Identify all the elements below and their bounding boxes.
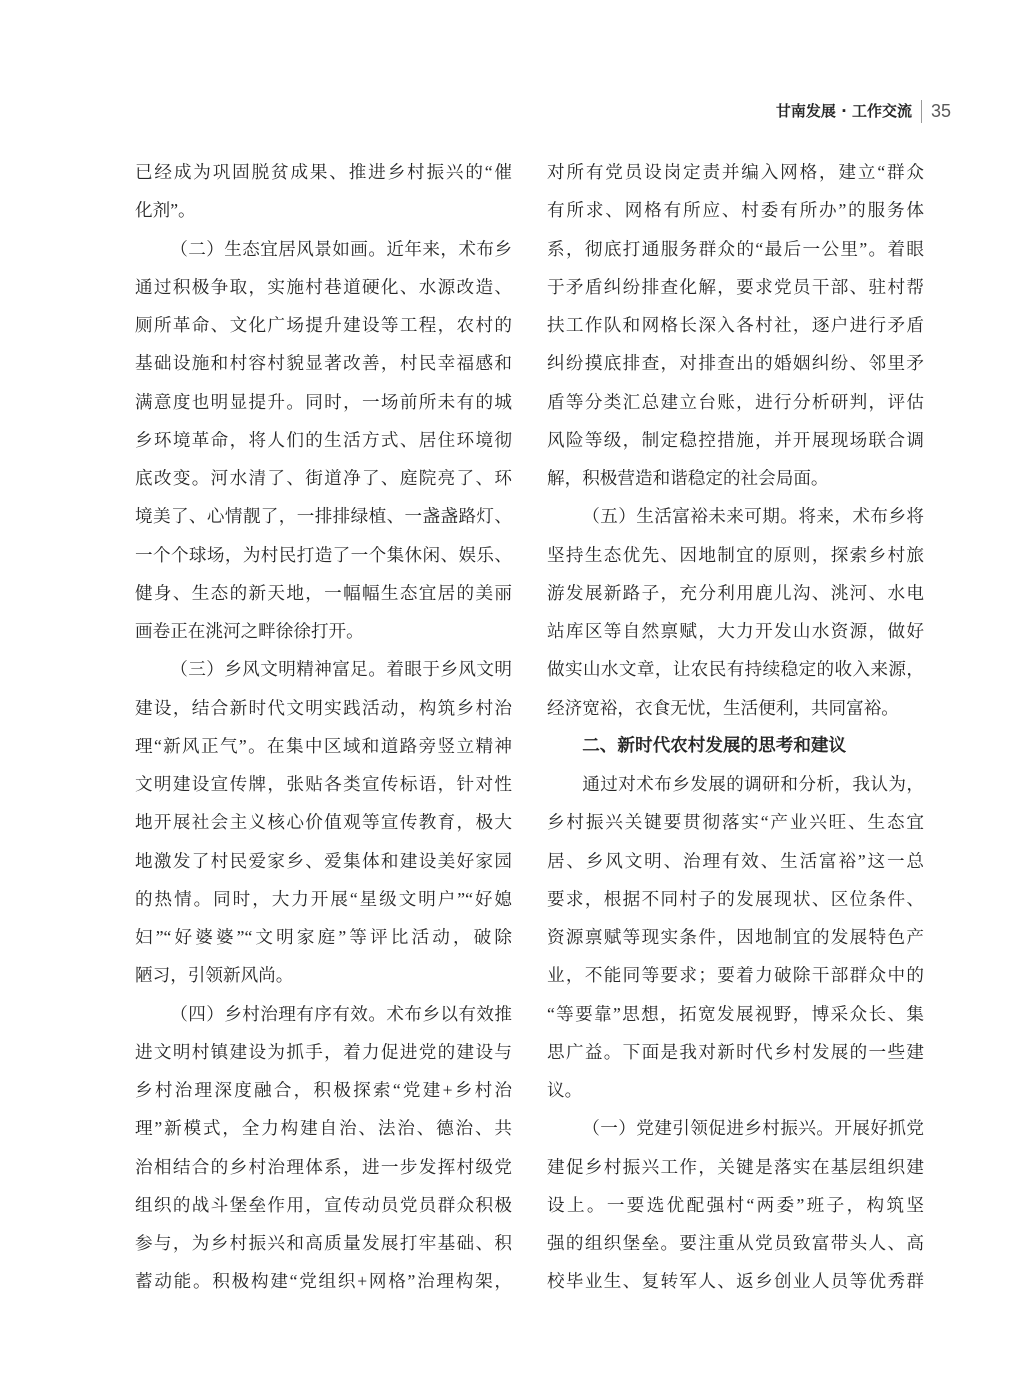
paragraph-line: 强的组织堡垒。要注重从党员致富带头人、高 (547, 1233, 924, 1253)
paragraph-line: 文明建设宣传牌，张贴各类宣传标语，针对性 (135, 774, 512, 794)
paragraph-line: 游发展新路子，充分利用鹿儿沟、洮河、水电 (547, 582, 924, 603)
paragraph-line: 坚持生态优先、因地制宜的原则，探索乡村旅 (547, 544, 924, 565)
paragraph-line: 的热情。同时，大力开展“星级文明户”“好媳 (135, 888, 512, 909)
paragraph-line: 满意度也明显提升。同时，一场前所未有的城 (135, 391, 512, 412)
paragraph-line: “等要靠”思想，拓宽发展视野，博采众长、集 (547, 1003, 924, 1024)
paragraph-line: 理“新风正气”。在集中区域和道路旁竖立精神 (135, 735, 512, 756)
paragraph-line: 做实山水文章，让农民有持续稳定的收入来源， (547, 659, 924, 680)
paragraph-line: 扶工作队和网格长深入各村社，逐户进行矛盾 (547, 315, 924, 335)
paragraph-line: 健身、生态的新天地，一幅幅生态宜居的美丽 (135, 582, 512, 603)
paragraph-line: 思广益。下面是我对新时代乡村发展的一些建 (547, 1041, 924, 1062)
running-header-section: 甘南发展 · 工作交流 (775, 102, 912, 120)
paragraph-line: 境美了、心情靓了，一排排绿植、一盏盏路灯、 (135, 506, 512, 527)
paragraph-line: 盾等分类汇总建立台账，进行分析研判，评估 (547, 391, 924, 412)
paragraph-line: 画卷正在洮河之畔徐徐打开。 (135, 621, 364, 641)
paragraph-line: 业，不能同等要求；要着力破除干部群众中的 (547, 965, 924, 986)
paragraph-first-line: （五）生活富裕未来可期。将来，术布乡将 (582, 506, 924, 527)
paragraph-line: 要求，根据不同村子的发展现状、区位条件、 (547, 888, 924, 909)
paragraph-line: 乡环境革命，将人们的生活方式、居住环境彻 (135, 429, 512, 450)
paragraph-line: 议。 (547, 1080, 583, 1100)
paragraph-line: 已经成为巩固脱贫成果、推进乡村振兴的“催 (135, 162, 512, 182)
paragraph-first-line: （三）乡风文明精神富足。着眼于乡风文明 (170, 659, 512, 680)
paragraph-line: 站库区等自然禀赋，大力开发山水资源，做好 (547, 621, 924, 641)
paragraph-line: 地开展社会主义核心价值观等宣传教育，极大 (135, 812, 512, 833)
paragraph-line: 风险等级，制定稳控措施，并开展现场联合调 (547, 429, 924, 450)
left-column (135, 153, 512, 1301)
paragraph-line: 资源禀赋等现实条件，因地制宜的发展特色产 (547, 927, 924, 947)
paragraph-line: 系，彻底打通服务群众的“最后一公里”。着眼 (547, 238, 924, 259)
paragraph-first-line: 通过对术布乡发展的调研和分析，我认为， (582, 774, 924, 794)
paragraph-line: 居、乡风文明、治理有效、生活富裕”这一总 (547, 850, 924, 871)
paragraph-line: 治相结合的乡村治理体系，进一步发挥村级党 (135, 1156, 512, 1177)
paragraph-line: 地激发了村民爱家乡、爱集体和建设美好家园 (135, 850, 512, 871)
paragraph-line: 组织的战斗堡垒作用，宣传动员党员群众积极 (135, 1194, 512, 1215)
paragraph-line: 厕所革命、文化广场提升建设等工程，农村的 (135, 315, 512, 335)
paragraph-line: 纠纷摸底排查，对排查出的婚姻纠纷、邻里矛 (547, 353, 924, 374)
paragraph-line: 建促乡村振兴工作，关键是落实在基层组织建 (547, 1156, 924, 1177)
paragraph-first-line: （二）生态宜居风景如画。近年来，术布乡 (170, 238, 512, 259)
paragraph-line: 底改变。河水清了、街道净了、庭院亮了、环 (135, 468, 512, 488)
paragraph-line: 对所有党员设岗定责并编入网格，建立“群众 (547, 162, 924, 182)
paragraph-line: 基础设施和村容村貌显著改善，村民幸福感和 (135, 353, 512, 374)
paragraph-line: 于矛盾纠纷排查化解，要求党员干部、驻村帮 (547, 276, 924, 297)
header-divider (921, 100, 922, 123)
paragraph-line: 进文明村镇建设为抓手，着力促进党的建设与 (135, 1041, 512, 1062)
paragraph-first-line: （一）党建引领促进乡村振兴。开展好抓党 (582, 1118, 924, 1139)
paragraph-line: 参与，为乡村振兴和高质量发展打牢基础、积 (135, 1233, 512, 1253)
paragraph-line: 设上。一要选优配强村“两委”班子，构筑坚 (547, 1194, 924, 1215)
paragraph-line: 建设，结合新时代文明实践活动，构筑乡村治 (135, 697, 512, 718)
paragraph-line: 一个个球场，为村民打造了一个集休闲、娱乐、 (135, 544, 512, 565)
paragraph-line: 通过积极争取，实施村巷道硬化、水源改造、 (135, 276, 512, 297)
paragraph-line: 校毕业生、复转军人、返乡创业人员等优秀群 (547, 1271, 924, 1292)
paragraph-line: 有所求、网格有所应、村委有所办”的服务体 (547, 200, 924, 221)
paragraph-line: 陋习，引领新风尚。 (135, 965, 294, 986)
paragraph-line: 理”新模式，全力构建自治、法治、德治、共 (135, 1118, 512, 1139)
section-heading: 二、新时代农村发展的思考和建议 (582, 735, 847, 756)
paragraph-line: 乡村治理深度融合，积极探索“党建+乡村治 (135, 1080, 512, 1100)
paragraph-line: 乡村振兴关键要贯彻落实“产业兴旺、生态宜 (547, 812, 924, 833)
paragraph-line: 经济宽裕，衣食无忧，生活便利，共同富裕。 (547, 697, 899, 718)
right-column (547, 153, 924, 1301)
page-number: 35 (931, 101, 952, 121)
paragraph-line: 妇”“好婆婆”“文明家庭”等评比活动，破除 (135, 927, 512, 947)
paragraph-first-line: （四）乡村治理有序有效。术布乡以有效推 (170, 1003, 512, 1024)
paragraph-line: 蓄动能。积极构建“党组织+网格”治理构架， (135, 1271, 512, 1292)
paragraph-line: 解，积极营造和谐稳定的社会局面。 (547, 468, 829, 488)
paragraph-line: 化剂”。 (135, 200, 196, 221)
